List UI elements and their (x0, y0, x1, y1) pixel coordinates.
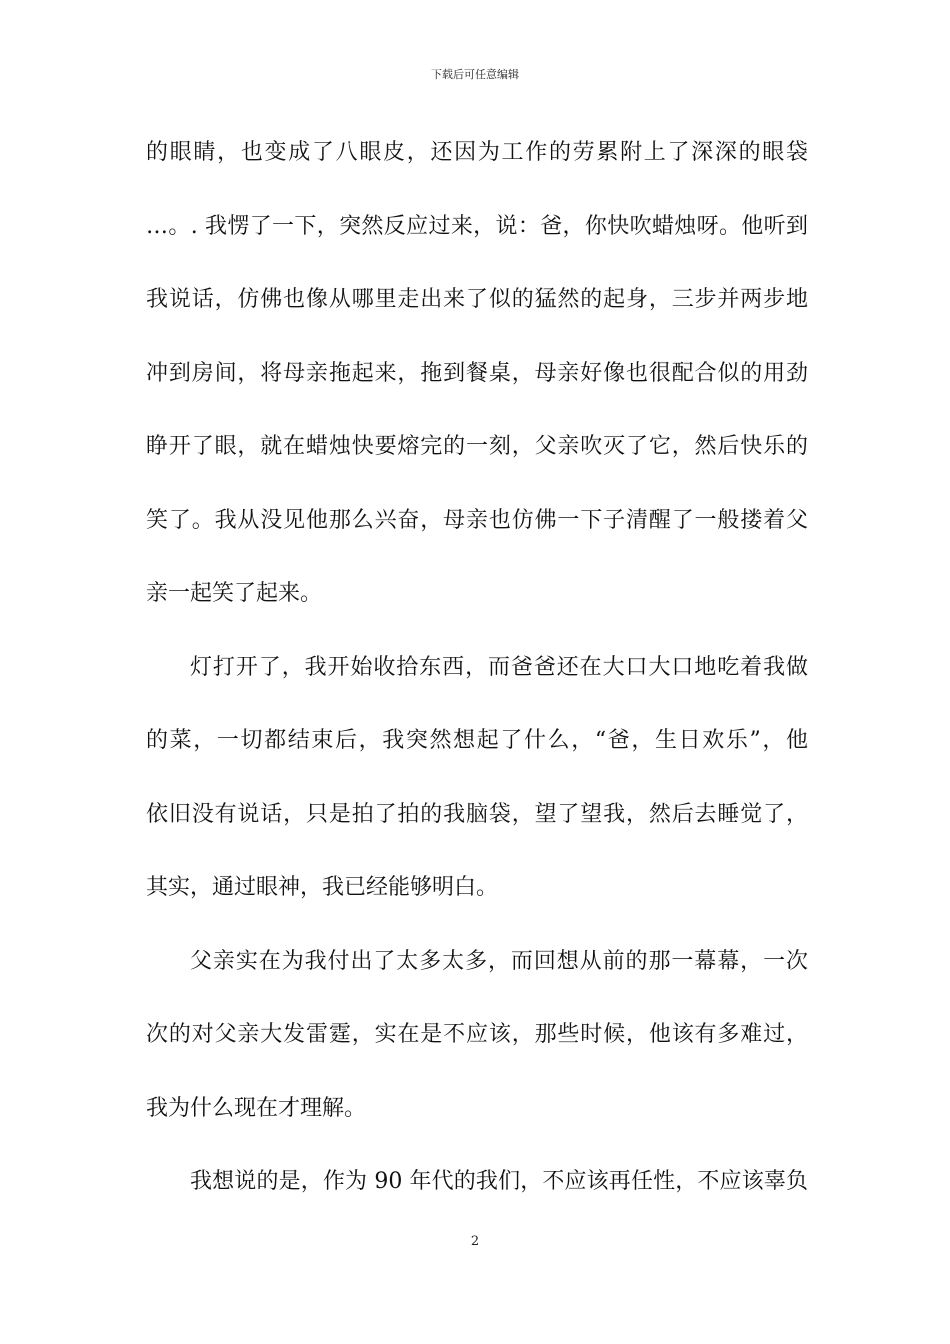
text-line: 灯打开了，我开始收拾东西，而爸爸还在大口大口地吃着我做 (190, 654, 808, 680)
text-line: 的眼睛，也变成了八眼皮，还因为工作的劳累附上了深深的眼袋 (146, 140, 808, 165)
text-line: 我说话，仿佛也像从哪里走出来了似的猛然的起身，三步并两步地 (146, 287, 808, 312)
document-body (146, 116, 808, 1219)
page-number: 2 (470, 1234, 480, 1249)
text-line: 笑了。我从没见他那么兴奋，母亲也仿佛一下子清醒了一般搂着父 (146, 507, 808, 533)
text-line: 我为什么现在才理解。 (146, 1095, 367, 1121)
text-line: 冲到房间，将母亲拖起来，拖到餐桌，母亲好像也很配合似的用劲 (146, 360, 808, 386)
text-line: 其实，通过眼神，我已经能够明白。 (146, 875, 499, 900)
text-line: …。. 我愣了一下，突然反应过来，说：爸，你快吹蜡烛呀。他听到 (146, 213, 808, 239)
text-line: 我想说的是，作为 90 年代的我们，不应该再任性，不应该辜负 (190, 1169, 808, 1194)
text-line: 的菜，一切都结束后，我突然想起了什么，“爸，生日欢乐”，他 (146, 728, 808, 753)
text-line: 父亲实在为我付出了太多太多，而回想从前的那一幕幕，一次 (190, 948, 808, 974)
text-line: 睁开了眼，就在蜡烛快要熔完的一刻，父亲吹灭了它，然后快乐的 (146, 434, 808, 459)
text-line: 依旧没有说话，只是拍了拍的我脑袋，望了望我，然后去睡觉了， (146, 801, 808, 827)
text-line: 次的对父亲大发雷霆，实在是不应该，那些时候，他该有多难过， (146, 1022, 808, 1047)
page-header: 下载后可任意编辑 (431, 68, 519, 81)
text-line: 亲一起笑了起来。 (146, 581, 323, 606)
